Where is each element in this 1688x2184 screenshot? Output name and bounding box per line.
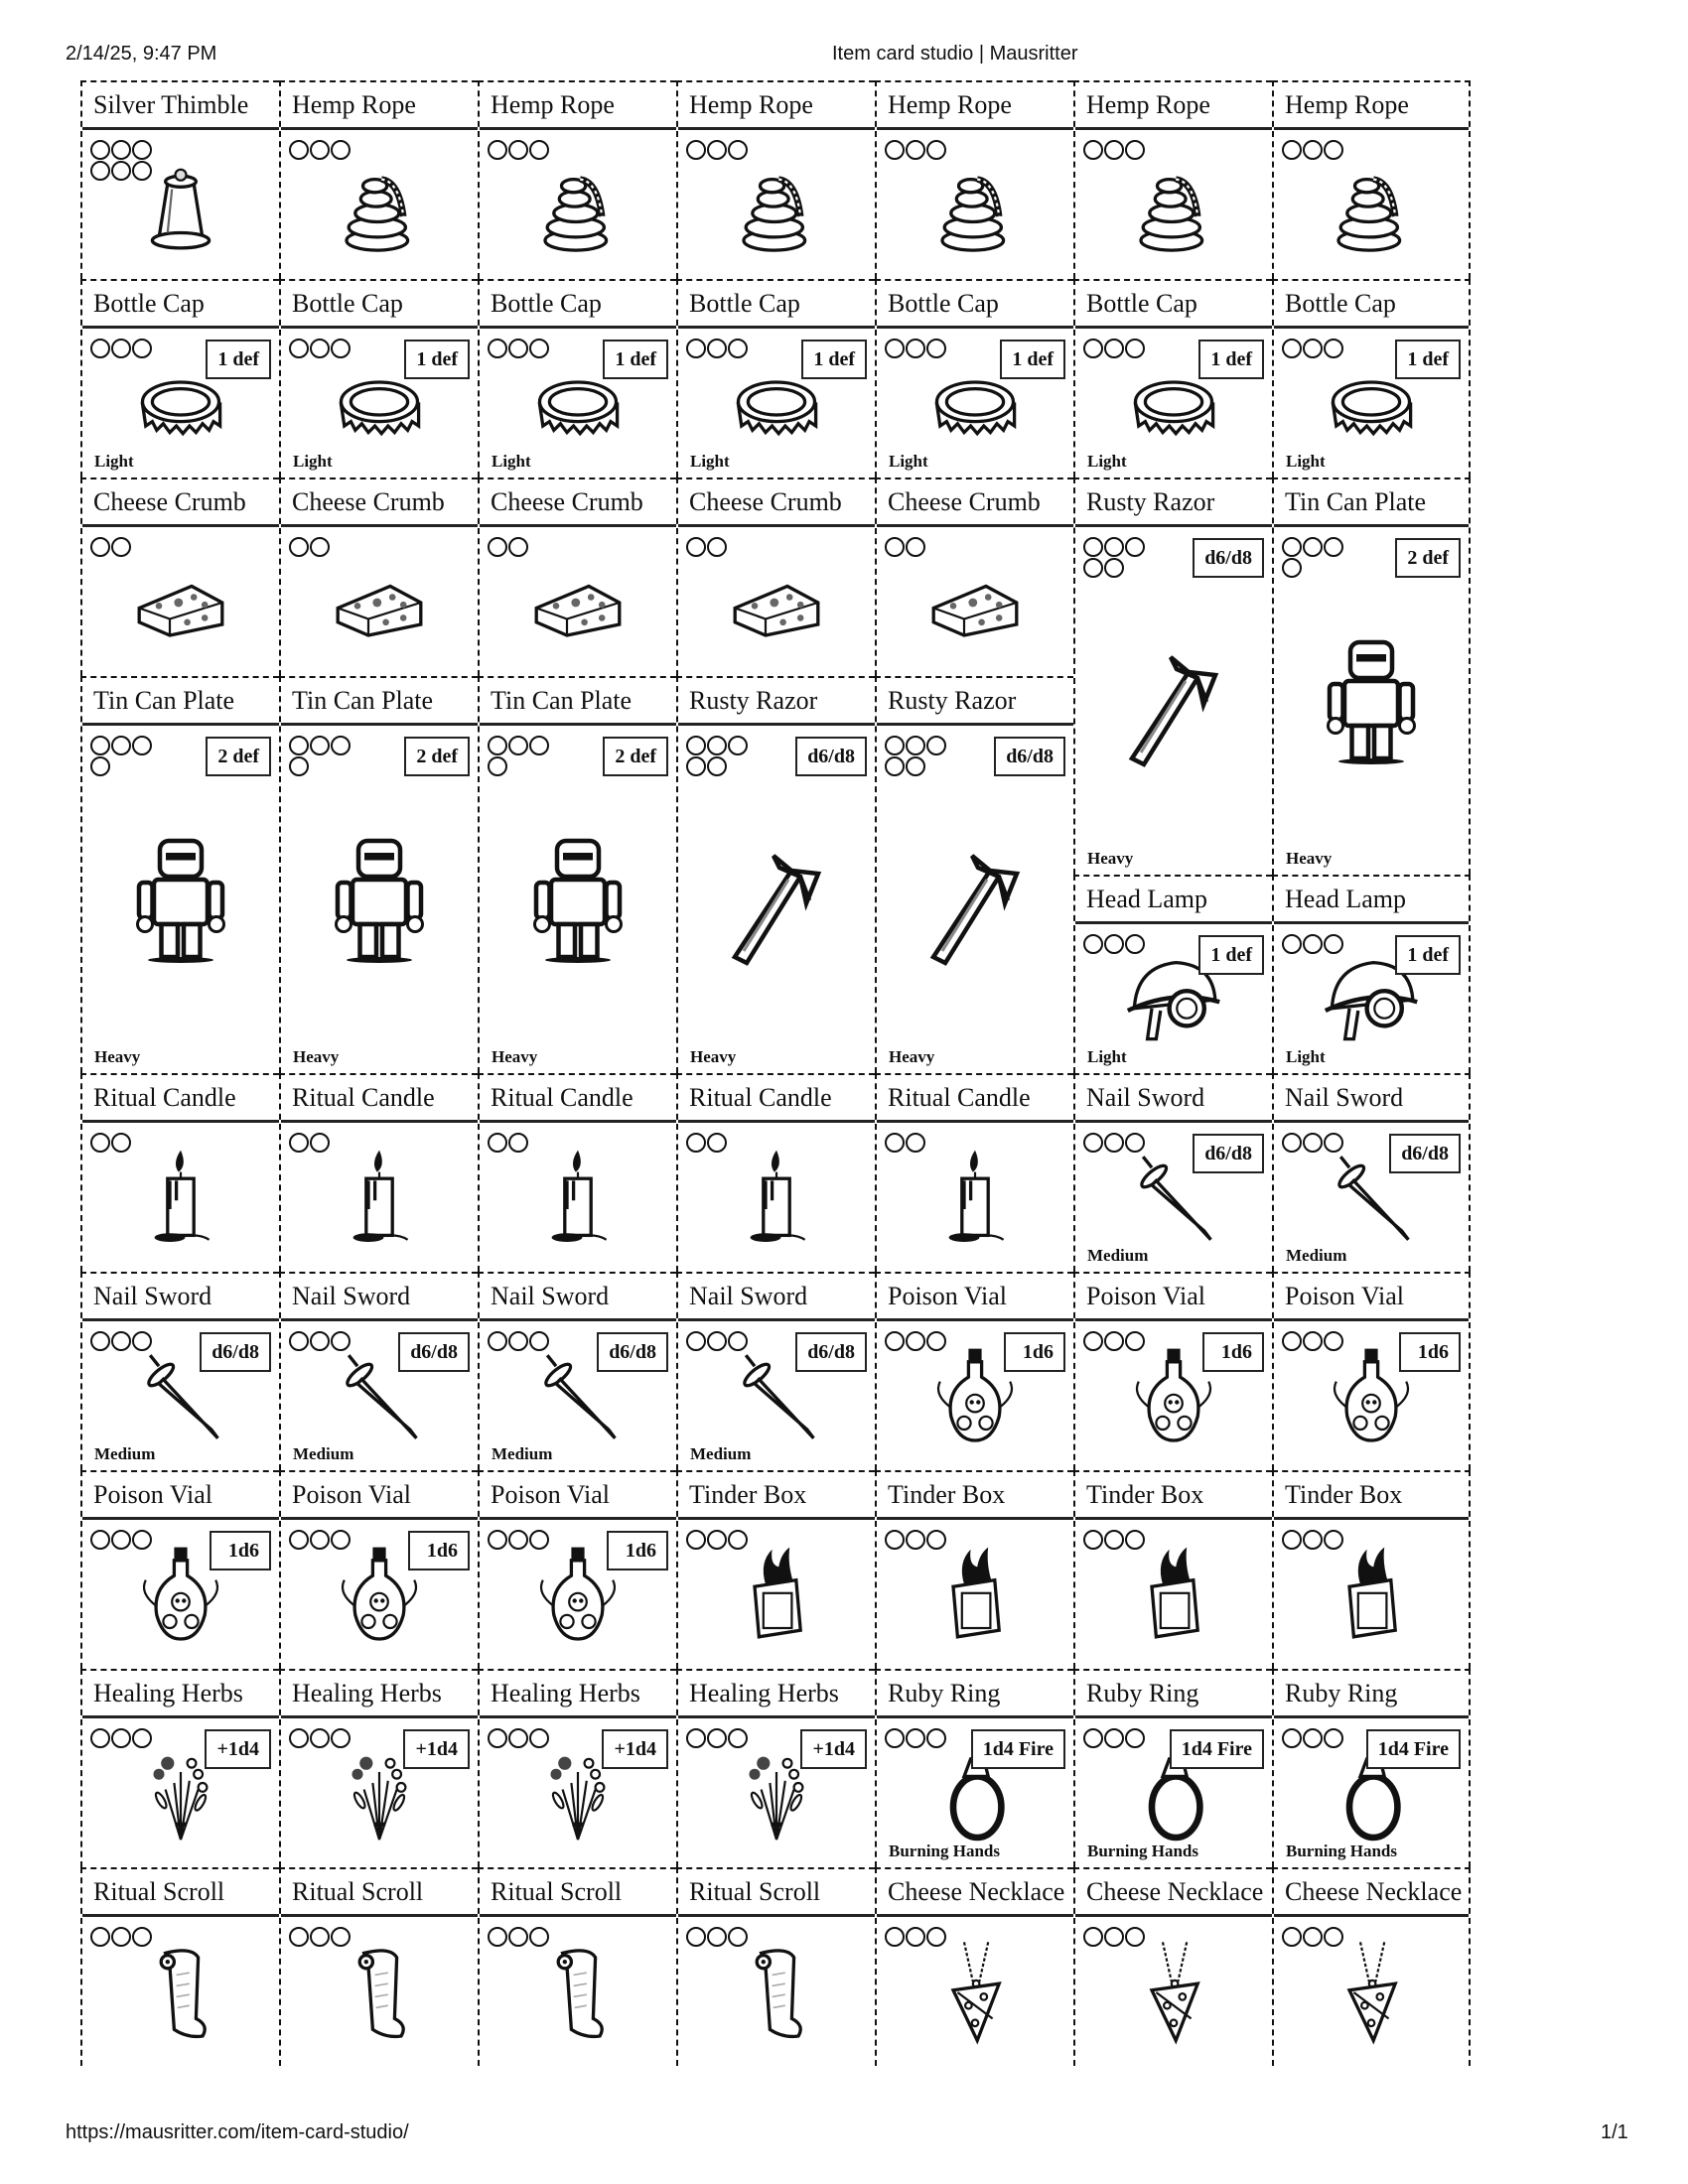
item-name: Ruby Ring xyxy=(1274,1671,1469,1718)
item-card[interactable] xyxy=(1272,1470,1471,1669)
scroll-icon xyxy=(82,1919,279,2066)
axe-icon xyxy=(678,728,875,1073)
item-name: Hemp Rope xyxy=(480,82,676,130)
stat-badge: 1d6 xyxy=(1399,1332,1461,1372)
item-card[interactable] xyxy=(875,279,1073,478)
item-card[interactable] xyxy=(676,1470,875,1669)
item-tag: Light xyxy=(1286,1047,1326,1066)
item-card[interactable] xyxy=(80,1073,279,1272)
item-name: Cheese Crumb xyxy=(480,479,676,527)
candle-icon xyxy=(480,1125,676,1272)
thimble-icon xyxy=(82,132,279,279)
item-tag: Heavy xyxy=(889,1047,935,1066)
axe-icon xyxy=(877,728,1073,1073)
item-card[interactable] xyxy=(1073,1669,1272,1867)
item-name: Nail Sword xyxy=(1075,1075,1272,1123)
item-name: Poison Vial xyxy=(877,1274,1073,1321)
item-name: Nail Sword xyxy=(82,1274,279,1321)
item-card[interactable] xyxy=(1272,875,1471,1073)
item-card[interactable] xyxy=(1073,875,1272,1073)
item-name: Ritual Scroll xyxy=(281,1869,478,1917)
stat-badge: d6/d8 xyxy=(795,1332,867,1372)
cheese-necklace-icon xyxy=(1274,1919,1469,2066)
item-card[interactable] xyxy=(1073,1272,1272,1470)
item-card[interactable] xyxy=(279,1867,478,2066)
item-name: Ritual Candle xyxy=(877,1075,1073,1123)
item-tag: Heavy xyxy=(1087,849,1134,868)
item-card[interactable] xyxy=(875,1867,1073,2066)
rope-icon xyxy=(678,132,875,279)
item-tag: Medium xyxy=(492,1444,553,1463)
candle-icon xyxy=(678,1125,875,1272)
armor-icon xyxy=(480,728,676,1073)
armor-icon xyxy=(1274,529,1469,875)
item-card[interactable] xyxy=(676,279,875,478)
item-card[interactable] xyxy=(478,1272,676,1470)
item-tag: Light xyxy=(889,452,928,471)
item-name: Ritual Candle xyxy=(281,1075,478,1123)
item-tag: Light xyxy=(1087,1047,1127,1066)
item-tag: Light xyxy=(1087,452,1127,471)
item-name: Head Lamp xyxy=(1274,877,1469,924)
item-card[interactable] xyxy=(1272,478,1471,875)
item-name: Hemp Rope xyxy=(1274,82,1469,130)
stat-badge: 1 def xyxy=(1198,340,1264,379)
item-card[interactable] xyxy=(1073,1470,1272,1669)
item-name: Healing Herbs xyxy=(82,1671,279,1718)
item-card[interactable] xyxy=(676,80,875,279)
item-tag: Medium xyxy=(690,1444,752,1463)
stat-badge: 2 def xyxy=(404,737,470,776)
item-name: Bottle Cap xyxy=(678,281,875,329)
stat-badge: d6/d8 xyxy=(1193,1134,1264,1173)
item-name: Ritual Candle xyxy=(678,1075,875,1123)
item-card[interactable] xyxy=(676,1073,875,1272)
item-card[interactable] xyxy=(1272,80,1471,279)
stat-badge: d6/d8 xyxy=(597,1332,668,1372)
stat-badge: 1d4 Fire xyxy=(1170,1729,1264,1769)
item-name: Ruby Ring xyxy=(877,1671,1073,1718)
item-card[interactable] xyxy=(478,1073,676,1272)
item-name: Nail Sword xyxy=(678,1274,875,1321)
item-card[interactable] xyxy=(478,478,676,676)
stat-badge: 1d4 Fire xyxy=(1366,1729,1461,1769)
item-name: Cheese Crumb xyxy=(877,479,1073,527)
tinder-box-icon xyxy=(1274,1522,1469,1669)
candle-icon xyxy=(281,1125,478,1272)
item-tag: Medium xyxy=(1087,1246,1149,1265)
item-tag: Burning Hands xyxy=(1286,1842,1397,1860)
item-card[interactable] xyxy=(875,80,1073,279)
item-name: Ritual Scroll xyxy=(82,1869,279,1917)
item-tag: Medium xyxy=(1286,1246,1347,1265)
item-tag: Light xyxy=(94,452,134,471)
stat-badge: d6/d8 xyxy=(994,737,1065,776)
item-card[interactable] xyxy=(478,80,676,279)
stat-badge: d6/d8 xyxy=(1389,1134,1461,1173)
item-name: Cheese Crumb xyxy=(678,479,875,527)
item-tag: Heavy xyxy=(293,1047,340,1066)
item-card[interactable] xyxy=(80,676,279,1073)
stat-badge: 1d6 xyxy=(607,1531,668,1570)
item-name: Rusty Razor xyxy=(678,678,875,726)
item-card[interactable] xyxy=(1073,1073,1272,1272)
stat-badge: 1 def xyxy=(404,340,470,379)
armor-icon xyxy=(82,728,279,1073)
item-name: Hemp Rope xyxy=(281,82,478,130)
item-card[interactable] xyxy=(1073,279,1272,478)
stat-badge: 1d6 xyxy=(1004,1332,1065,1372)
item-card[interactable] xyxy=(875,1669,1073,1867)
item-name: Nail Sword xyxy=(1274,1075,1469,1123)
item-name: Bottle Cap xyxy=(281,281,478,329)
cheese-icon xyxy=(281,529,478,676)
item-card[interactable] xyxy=(80,80,279,279)
item-card[interactable] xyxy=(478,1669,676,1867)
item-name: Ritual Scroll xyxy=(480,1869,676,1917)
item-name: Bottle Cap xyxy=(82,281,279,329)
item-name: Nail Sword xyxy=(281,1274,478,1321)
item-card[interactable] xyxy=(1073,1867,1272,2066)
stat-badge: 1 def xyxy=(206,340,271,379)
item-card[interactable] xyxy=(1073,80,1272,279)
item-name: Tin Can Plate xyxy=(281,678,478,726)
item-name: Cheese Necklace xyxy=(1274,1869,1469,1917)
item-card[interactable] xyxy=(279,676,478,1073)
item-card[interactable] xyxy=(1272,279,1471,478)
item-name: Healing Herbs xyxy=(678,1671,875,1718)
item-name: Poison Vial xyxy=(281,1472,478,1520)
item-tag: Burning Hands xyxy=(1087,1842,1198,1860)
item-card[interactable] xyxy=(478,279,676,478)
item-name: Tinder Box xyxy=(678,1472,875,1520)
tinder-box-icon xyxy=(1075,1522,1272,1669)
item-name: Tinder Box xyxy=(877,1472,1073,1520)
item-name: Cheese Crumb xyxy=(281,479,478,527)
item-tag: Heavy xyxy=(1286,849,1333,868)
stat-badge: 1 def xyxy=(1198,935,1264,975)
item-tag: Heavy xyxy=(492,1047,538,1066)
stat-badge: 1 def xyxy=(801,340,867,379)
item-card[interactable] xyxy=(80,478,279,676)
item-card[interactable] xyxy=(875,1272,1073,1470)
stat-badge: d6/d8 xyxy=(200,1332,271,1372)
item-card[interactable] xyxy=(875,676,1073,1073)
item-tag: Heavy xyxy=(690,1047,737,1066)
item-name: Poison Vial xyxy=(82,1472,279,1520)
item-card[interactable] xyxy=(676,1669,875,1867)
item-tag: Light xyxy=(1286,452,1326,471)
item-name: Bottle Cap xyxy=(1274,281,1469,329)
rope-icon xyxy=(281,132,478,279)
item-name: Silver Thimble xyxy=(82,82,279,130)
item-name: Hemp Rope xyxy=(877,82,1073,130)
item-name: Ritual Candle xyxy=(480,1075,676,1123)
item-name: Cheese Crumb xyxy=(82,479,279,527)
item-card[interactable] xyxy=(676,1867,875,2066)
item-card[interactable] xyxy=(80,1867,279,2066)
item-name: Bottle Cap xyxy=(877,281,1073,329)
stat-badge: 2 def xyxy=(206,737,271,776)
item-card-grid xyxy=(80,80,1471,2066)
item-card[interactable] xyxy=(1272,1867,1471,2066)
stat-badge: d6/d8 xyxy=(795,737,867,776)
item-name: Tin Can Plate xyxy=(480,678,676,726)
tinder-box-icon xyxy=(877,1522,1073,1669)
cheese-icon xyxy=(480,529,676,676)
item-card[interactable] xyxy=(1073,478,1272,875)
item-card[interactable] xyxy=(80,1470,279,1669)
item-card[interactable] xyxy=(478,1470,676,1669)
item-card[interactable] xyxy=(279,1669,478,1867)
cheese-necklace-icon xyxy=(1075,1919,1272,2066)
item-card[interactable] xyxy=(279,1272,478,1470)
item-name: Ritual Scroll xyxy=(678,1869,875,1917)
item-name: Tin Can Plate xyxy=(82,678,279,726)
rope-icon xyxy=(1274,132,1469,279)
item-name: Tinder Box xyxy=(1274,1472,1469,1520)
item-card[interactable] xyxy=(80,279,279,478)
stat-badge: 2 def xyxy=(603,737,668,776)
candle-icon xyxy=(877,1125,1073,1272)
stat-badge: +1d4 xyxy=(800,1729,867,1769)
stat-badge: d6/d8 xyxy=(1193,538,1264,578)
stat-badge: +1d4 xyxy=(602,1729,668,1769)
item-card[interactable] xyxy=(80,1272,279,1470)
item-card[interactable] xyxy=(279,478,478,676)
item-tag: Heavy xyxy=(94,1047,141,1066)
scroll-icon xyxy=(678,1919,875,2066)
item-name: Bottle Cap xyxy=(480,281,676,329)
item-name: Ruby Ring xyxy=(1075,1671,1272,1718)
item-tag: Burning Hands xyxy=(889,1842,1000,1860)
item-card[interactable] xyxy=(676,1272,875,1470)
stat-badge: 1d6 xyxy=(210,1531,271,1570)
armor-icon xyxy=(281,728,478,1073)
item-name: Cheese Necklace xyxy=(1075,1869,1272,1917)
item-name: Healing Herbs xyxy=(281,1671,478,1718)
item-name: Tin Can Plate xyxy=(1274,479,1469,527)
item-name: Bottle Cap xyxy=(1075,281,1272,329)
scroll-icon xyxy=(281,1919,478,2066)
item-card[interactable] xyxy=(875,1470,1073,1669)
stat-badge: +1d4 xyxy=(205,1729,271,1769)
rope-icon xyxy=(1075,132,1272,279)
item-tag: Light xyxy=(293,452,333,471)
item-tag: Medium xyxy=(293,1444,354,1463)
item-card[interactable] xyxy=(676,478,875,676)
item-card[interactable] xyxy=(80,1669,279,1867)
item-card[interactable] xyxy=(1272,1669,1471,1867)
stat-badge: d6/d8 xyxy=(398,1332,470,1372)
item-name: Rusty Razor xyxy=(1075,479,1272,527)
item-card[interactable] xyxy=(279,279,478,478)
stat-badge: +1d4 xyxy=(403,1729,470,1769)
stat-badge: 1 def xyxy=(1395,935,1461,975)
axe-icon xyxy=(1075,529,1272,875)
item-name: Poison Vial xyxy=(480,1472,676,1520)
stat-badge: 1d6 xyxy=(408,1531,470,1570)
item-name: Cheese Necklace xyxy=(877,1869,1073,1917)
item-name: Healing Herbs xyxy=(480,1671,676,1718)
stat-badge: 1 def xyxy=(603,340,668,379)
item-tag: Light xyxy=(492,452,531,471)
item-card[interactable] xyxy=(279,1470,478,1669)
stat-badge: 2 def xyxy=(1395,538,1461,578)
stat-badge: 1 def xyxy=(1000,340,1065,379)
rope-icon xyxy=(480,132,676,279)
candle-icon xyxy=(82,1125,279,1272)
item-card[interactable] xyxy=(1272,1073,1471,1272)
item-tag: Medium xyxy=(94,1444,156,1463)
item-card[interactable] xyxy=(676,676,875,1073)
print-page-title: Item card studio | Mausritter xyxy=(832,43,1078,65)
print-page-number: 1/1 xyxy=(1601,2121,1628,2143)
scroll-icon xyxy=(480,1919,676,2066)
item-name: Tinder Box xyxy=(1075,1472,1272,1520)
print-datetime: 2/14/25, 9:47 PM xyxy=(66,43,217,65)
stat-badge: 1d6 xyxy=(1202,1332,1264,1372)
item-name: Poison Vial xyxy=(1075,1274,1272,1321)
cheese-icon xyxy=(877,529,1073,676)
cheese-necklace-icon xyxy=(877,1919,1073,2066)
item-name: Rusty Razor xyxy=(877,678,1073,726)
stat-badge: 1d4 Fire xyxy=(971,1729,1065,1769)
item-card[interactable] xyxy=(875,478,1073,676)
item-name: Ritual Candle xyxy=(82,1075,279,1123)
item-card[interactable] xyxy=(1272,1272,1471,1470)
item-name: Head Lamp xyxy=(1075,877,1272,924)
cheese-icon xyxy=(678,529,875,676)
stat-badge: 1 def xyxy=(1395,340,1461,379)
item-name: Poison Vial xyxy=(1274,1274,1469,1321)
item-card[interactable] xyxy=(279,1073,478,1272)
item-name: Hemp Rope xyxy=(678,82,875,130)
print-url: https://mausritter.com/item-card-studio/ xyxy=(66,2121,409,2143)
item-name: Hemp Rope xyxy=(1075,82,1272,130)
item-tag: Light xyxy=(690,452,730,471)
item-card[interactable] xyxy=(875,1073,1073,1272)
cheese-icon xyxy=(82,529,279,676)
tinder-box-icon xyxy=(678,1522,875,1669)
rope-icon xyxy=(877,132,1073,279)
item-name: Nail Sword xyxy=(480,1274,676,1321)
item-card[interactable] xyxy=(478,676,676,1073)
item-card[interactable] xyxy=(478,1867,676,2066)
item-card[interactable] xyxy=(279,80,478,279)
